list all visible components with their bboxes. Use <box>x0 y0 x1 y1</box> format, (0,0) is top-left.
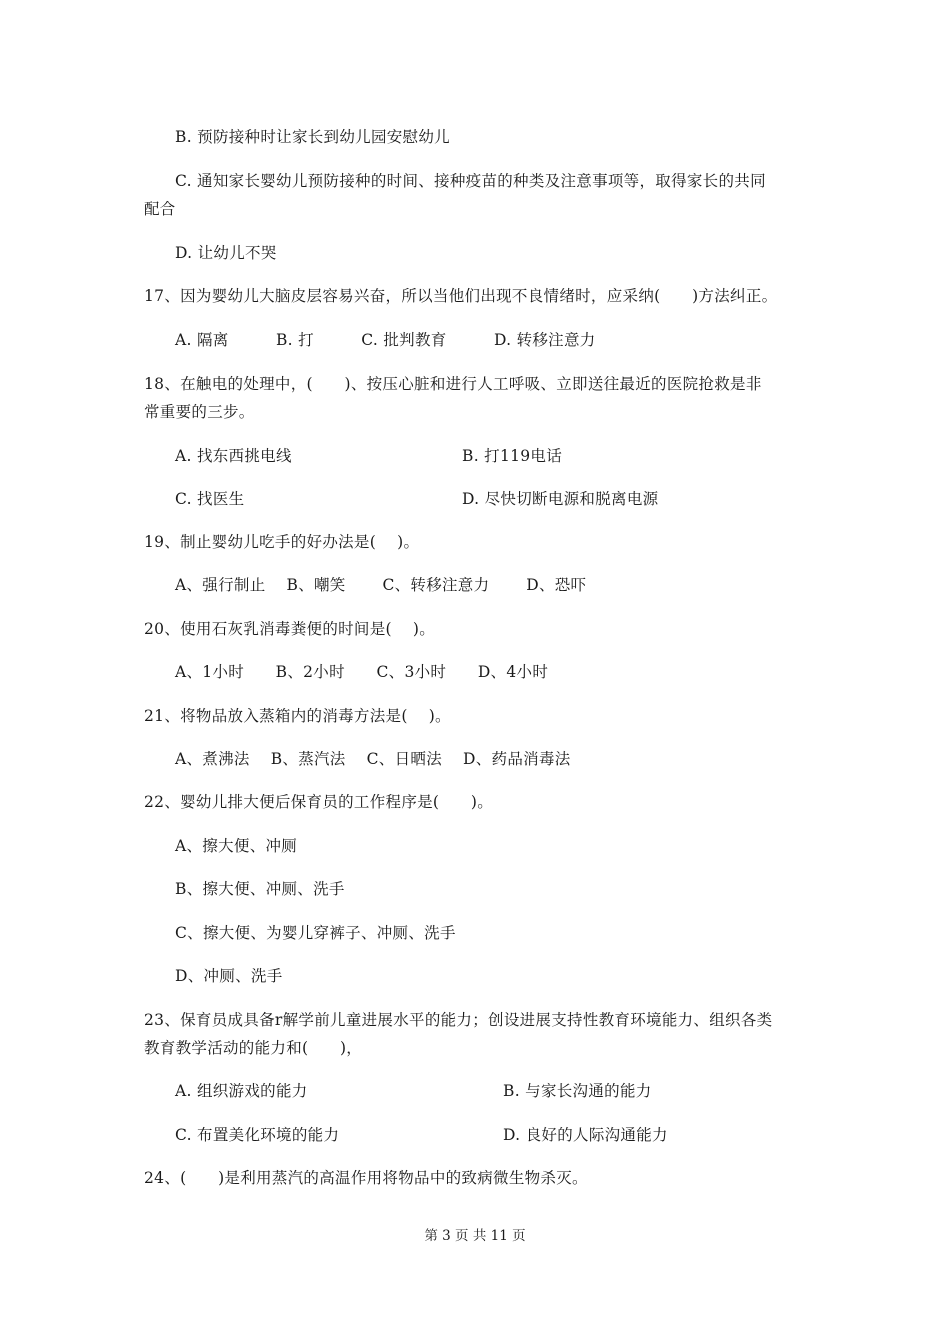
question-16-option-c-continued: 配合 <box>144 200 176 218</box>
question-20-options: A、1小时 B、2小时 C、3小时 D、4小时 <box>175 663 549 681</box>
question-17: 17、因为婴幼儿大脑皮层容易兴奋，所以当他们出现不良情绪时，应采纳( )方法纠正。 <box>144 287 778 305</box>
question-22-option-d: D、冲厕、洗手 <box>175 967 283 985</box>
question-20: 20、使用石灰乳消毒粪便的时间是( )。 <box>144 620 436 638</box>
question-18: 18、在触电的处理中，( )、按压心脏和进行人工呼吸、立即送往最近的医院抢救是非 <box>144 375 762 393</box>
question-21: 21、将物品放入蒸箱内的消毒方法是( )。 <box>144 707 451 725</box>
question-24: 24、( )是利用蒸汽的高温作用将物品中的致病微生物杀灭。 <box>144 1169 588 1187</box>
question-23-option-d: D. 良好的人际沟通能力 <box>503 1126 668 1144</box>
question-18-option-b: B. 打119电话 <box>462 447 563 465</box>
question-16-option-c: C. 通知家长婴幼儿预防接种的时间、接种疫苗的种类及注意事项等，取得家长的共同 <box>175 172 766 190</box>
question-18-option-c: C. 找医生 <box>175 490 245 508</box>
question-17-options: A. 隔离 B. 打 C. 批判教育 D. 转移注意力 <box>175 331 596 349</box>
question-21-options: A、煮沸法 B、蒸汽法 C、日晒法 D、药品消毒法 <box>175 750 571 768</box>
question-18-option-a: A. 找东西挑电线 <box>175 447 292 465</box>
page-footer: 第 3 页 共 11 页 <box>424 1228 526 1244</box>
question-22: 22、婴幼儿排大便后保育员的工作程序是( )。 <box>144 793 494 811</box>
question-22-option-b: B、擦大便、冲厕、洗手 <box>175 880 345 898</box>
question-23-option-b: B. 与家长沟通的能力 <box>503 1082 652 1100</box>
question-19: 19、制止婴幼儿吃手的好办法是( )。 <box>144 533 420 551</box>
question-23: 23、保育员成具备r解学前儿童进展水平的能力；创设进展支持性教育环境能力、组织各类 <box>144 1011 773 1029</box>
question-19-options: A、强行制止 B、嘲笑 C、转移注意力 D、恐吓 <box>175 576 587 594</box>
question-18-continued: 常重要的三步。 <box>144 403 255 421</box>
question-23-continued: 教育教学活动的能力和( )， <box>144 1039 363 1057</box>
question-18-option-d: D. 尽快切断电源和脱离电源 <box>462 490 659 508</box>
question-23-option-a: A. 组织游戏的能力 <box>175 1082 308 1100</box>
question-22-option-a: A、擦大便、冲厕 <box>175 837 298 855</box>
question-23-option-c: C. 布置美化环境的能力 <box>175 1126 340 1144</box>
question-16-option-d: D. 让幼儿不哭 <box>175 244 277 262</box>
question-22-option-c: C、擦大便、为婴儿穿裤子、冲厕、洗手 <box>175 924 456 942</box>
question-16-option-b: B. 预防接种时让家长到幼儿园安慰幼儿 <box>175 128 450 146</box>
